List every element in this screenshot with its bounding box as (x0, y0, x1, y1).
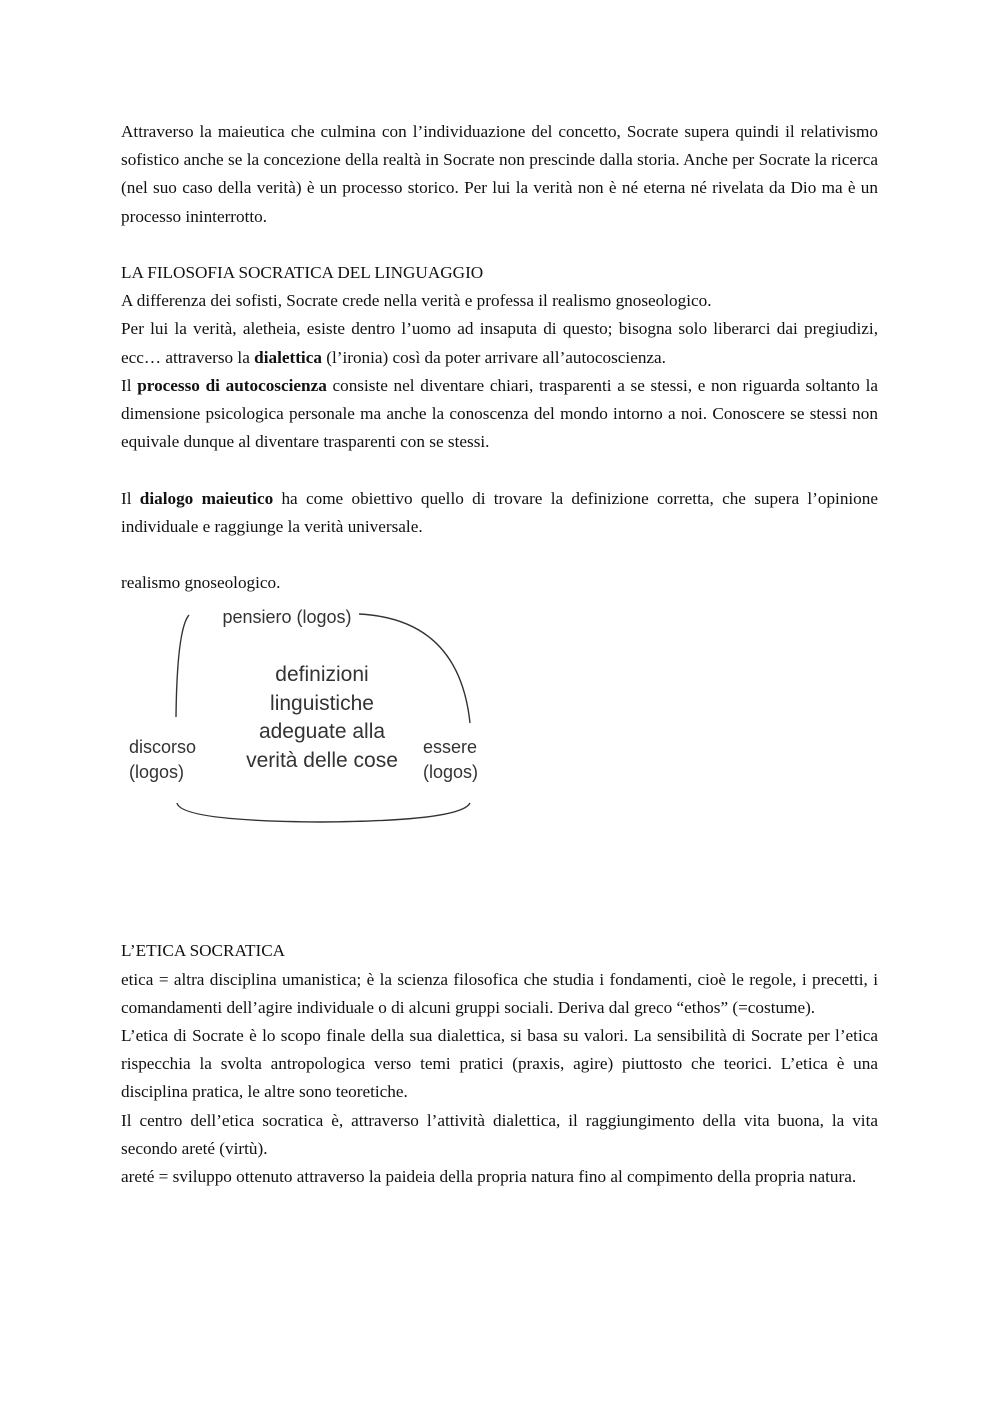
center-line: verità delle cose (246, 748, 398, 772)
label-line: essere (423, 737, 478, 758)
paragraph-dialogo (121, 485, 878, 541)
label-line: (logos) (129, 761, 185, 782)
center-line: linguistiche (270, 691, 374, 715)
bold-term-dialettica: dialettica (254, 347, 322, 367)
paragraph-autocoscienza (121, 372, 878, 457)
spacer (121, 231, 878, 259)
label-line: (logos) (423, 761, 479, 782)
diagram-label-essere (423, 735, 513, 784)
document-page (121, 118, 878, 1191)
diagram-label-pensiero: pensiero (logos) (222, 607, 352, 628)
spacer (121, 456, 878, 484)
text-run: (l’ironia) così da poter arrivare all’autocoscienza. (321, 347, 666, 367)
diagram-center-text (224, 661, 420, 775)
center-line: adeguate alla (258, 720, 386, 744)
diagram-label-discorso (129, 735, 219, 784)
paragraph-arete: areté = sviluppo ottenuto attraverso la paideia della propria natura fino al compimento della propria natura. (121, 1167, 857, 1187)
paragraph-etica-socrate: L’etica di Socrate è lo scopo finale della sua dialettica, si basa su valori. La sensibilità di Socrate per l’etica rispecchia la svolta antropologica verso temi pratici (praxis, agire) piuttosto che teorici. L’etica è una disciplina pratica, le altre sono teoretiche. (121, 1026, 878, 1102)
paragraph-etica-centro: Il centro dell’etica socratica è, attraverso l’attività dialettica, il raggiungimento della vita buona, la vita secondo areté (virtù). (121, 1110, 878, 1158)
bold-term-dialogo-maieutico: dialogo maieutico (139, 488, 274, 508)
text-run: Il (121, 488, 140, 508)
logos-diagram (121, 609, 521, 849)
text-run: Il (121, 375, 138, 395)
center-line: definizioni (275, 663, 369, 687)
section-heading-etica: L’ETICA SOCRATICA (121, 941, 286, 961)
paragraph-realismo: A differenza dei sofisti, Socrate crede nella verità e professa il realismo gnoseologico. (121, 291, 712, 311)
left-arc (176, 615, 189, 717)
paragraph-aletheia (121, 315, 878, 371)
label-line: discorso (129, 737, 197, 758)
section-etica (121, 937, 878, 1191)
paragraph-realismo-caption: realismo gnoseologico. (121, 573, 281, 593)
paragraph-etica-definizione: etica = altra disciplina umanistica; è la scienza filosofica che studia i fondamenti, cioè le regole, i precetti, i comandamenti dell’agire individuale o di alcuni gruppi sociali. Deriva dal greco “ethos” (=costume). (121, 969, 878, 1017)
bottom-arc (177, 803, 470, 822)
spacer (121, 541, 878, 569)
intro-paragraph: Attraverso la maieutica che culmina con l’individuazione del concetto, Socrate supera quindi il relativismo sofistico anche se la concezione della realtà in Socrate non prescinde dalla storia. Anche per Socrate la ricerca (nel suo caso della verità) è un processo storico. Per lui la verità non è né eterna né rivelata da Dio ma è un processo ininterrotto. (121, 122, 878, 226)
text-run: Per lui la verità, aletheia, esiste dentro l’uomo ad insaputa di questo; bisogna solo liberarci dai pregiudizi, ecc… attraverso la (121, 319, 878, 367)
bold-term-autocoscienza: processo di autocoscienza (137, 375, 327, 395)
section-heading-linguaggio: LA FILOSOFIA SOCRATICA DEL LINGUAGGIO (121, 263, 484, 282)
text-run: ha come obiettivo quello di trovare la definizione corretta, che supera l’opinione individuale e raggiunge la verità universale. (121, 488, 879, 536)
text-run: consiste nel diventare chiari, trasparenti a se stessi, e non riguarda soltanto la dimensione psicologica personale ma anche la conoscenza del mondo intorno a noi. Conoscere se stessi non equivale dunque al diventare trasparenti con se stessi. (121, 375, 878, 452)
